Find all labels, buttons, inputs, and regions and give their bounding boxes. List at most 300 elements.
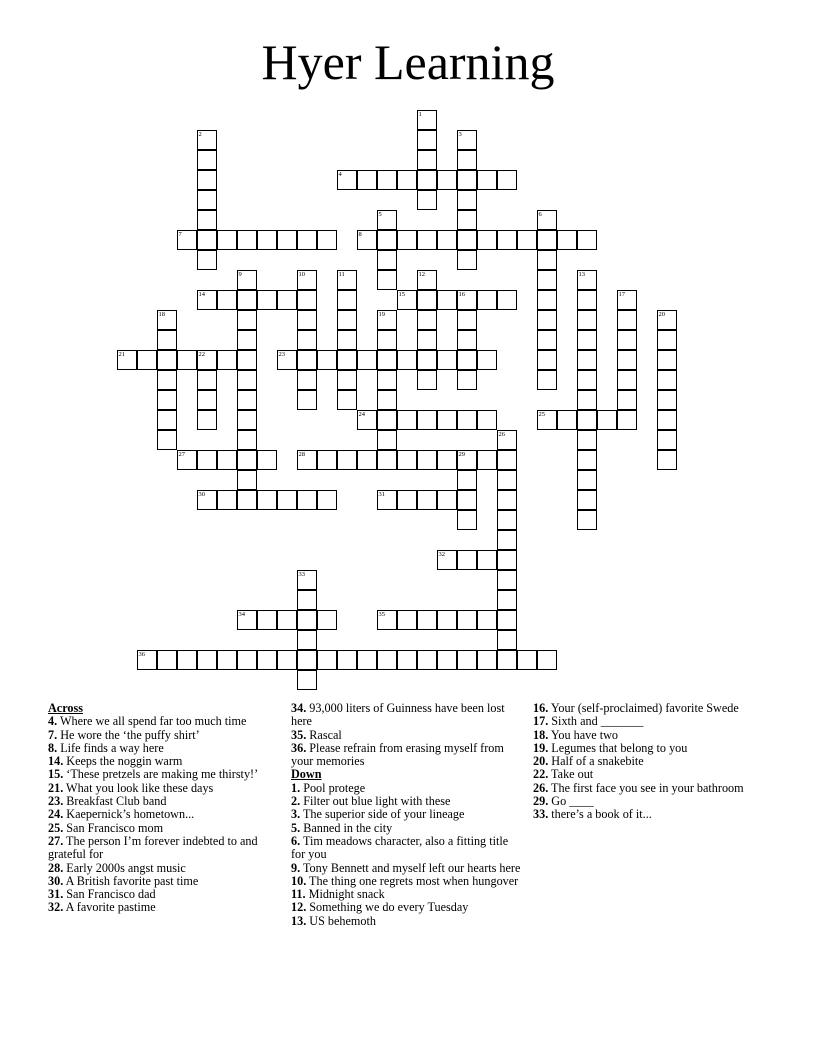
- grid-cell[interactable]: [237, 410, 257, 430]
- clue-number: 17: [618, 290, 625, 298]
- clue-number: 35.: [291, 727, 307, 742]
- grid-cell[interactable]: [217, 450, 237, 470]
- clue-number: 8: [358, 230, 362, 238]
- grid-cell[interactable]: [257, 490, 277, 510]
- clue-number: 20.: [533, 754, 549, 769]
- grid-cell[interactable]: [417, 190, 437, 210]
- grid-cell[interactable]: [577, 310, 597, 330]
- grid-cell[interactable]: [497, 630, 517, 650]
- grid-cell[interactable]: [497, 590, 517, 610]
- grid-cell[interactable]: [537, 230, 557, 250]
- grid-cell[interactable]: [277, 610, 297, 630]
- grid-cell[interactable]: [257, 290, 277, 310]
- grid-cell[interactable]: [297, 630, 317, 650]
- clue-item: [291, 901, 523, 914]
- grid-cell[interactable]: [537, 290, 557, 310]
- grid-cell[interactable]: [237, 610, 257, 630]
- grid-cell[interactable]: [537, 270, 557, 290]
- grid-cell[interactable]: [377, 450, 397, 470]
- clue-number: 13: [578, 270, 585, 278]
- clue-item: [291, 808, 523, 821]
- clue-text: Where we all spend far too much time: [57, 714, 247, 729]
- grid-cell[interactable]: [517, 230, 537, 250]
- grid-cell[interactable]: [297, 310, 317, 330]
- grid-cell[interactable]: [157, 430, 177, 450]
- grid-cell[interactable]: [477, 450, 497, 470]
- grid-cell[interactable]: [317, 650, 337, 670]
- grid-cell[interactable]: [417, 450, 437, 470]
- clue-number: 14.: [48, 754, 64, 769]
- grid-cell[interactable]: [237, 470, 257, 490]
- grid-cell[interactable]: [457, 410, 477, 430]
- grid-cell[interactable]: [457, 130, 477, 150]
- grid-cell[interactable]: [417, 130, 437, 150]
- grid-cell[interactable]: [317, 450, 337, 470]
- grid-cell[interactable]: [437, 410, 457, 430]
- clue-number: 9: [238, 270, 242, 278]
- grid-cell[interactable]: [197, 210, 217, 230]
- grid-cell[interactable]: [477, 230, 497, 250]
- clue-item: [533, 795, 763, 808]
- grid-cell[interactable]: [317, 230, 337, 250]
- grid-cell[interactable]: [337, 350, 357, 370]
- grid-cell[interactable]: [257, 230, 277, 250]
- grid-cell[interactable]: [577, 290, 597, 310]
- grid-cell[interactable]: [477, 410, 497, 430]
- grid-cell[interactable]: [237, 370, 257, 390]
- grid-cell[interactable]: [237, 650, 257, 670]
- grid-cell[interactable]: [497, 470, 517, 490]
- grid-cell[interactable]: [197, 150, 217, 170]
- grid-cell[interactable]: [197, 490, 217, 510]
- grid-cell[interactable]: [377, 390, 397, 410]
- grid-cell[interactable]: [197, 250, 217, 270]
- grid-cell[interactable]: [217, 650, 237, 670]
- grid-cell[interactable]: [457, 250, 477, 270]
- clue-number: 21: [118, 350, 125, 358]
- grid-cell[interactable]: [417, 650, 437, 670]
- grid-cell[interactable]: [357, 410, 377, 430]
- grid-cell[interactable]: [197, 290, 217, 310]
- grid-cell[interactable]: [537, 330, 557, 350]
- grid-cell[interactable]: [457, 650, 477, 670]
- grid-cell[interactable]: [657, 410, 677, 430]
- clue-number: 18.: [533, 727, 549, 742]
- clue-item: [48, 901, 278, 914]
- grid-cell[interactable]: [537, 370, 557, 390]
- grid-cell[interactable]: [437, 450, 457, 470]
- grid-cell[interactable]: [197, 390, 217, 410]
- grid-cell[interactable]: [217, 490, 237, 510]
- grid-cell[interactable]: [377, 170, 397, 190]
- grid-cell[interactable]: [377, 210, 397, 230]
- grid-cell[interactable]: [297, 590, 317, 610]
- grid-cell[interactable]: [337, 310, 357, 330]
- clue-number: 7: [178, 230, 182, 238]
- grid-cell[interactable]: [477, 290, 497, 310]
- grid-cell[interactable]: [377, 650, 397, 670]
- grid-cell[interactable]: [417, 410, 437, 430]
- grid-cell[interactable]: [197, 410, 217, 430]
- grid-cell[interactable]: [357, 650, 377, 670]
- grid-cell[interactable]: [377, 330, 397, 350]
- grid-cell[interactable]: [497, 650, 517, 670]
- grid-cell[interactable]: [497, 290, 517, 310]
- clue-number: 16.: [533, 701, 549, 715]
- grid-cell[interactable]: [157, 410, 177, 430]
- grid-cell[interactable]: [497, 490, 517, 510]
- grid-cell[interactable]: [337, 330, 357, 350]
- grid-cell[interactable]: [297, 390, 317, 410]
- grid-cell[interactable]: [617, 370, 637, 390]
- grid-cell[interactable]: [297, 650, 317, 670]
- clue-number: 20: [658, 310, 665, 318]
- grid-cell[interactable]: [157, 310, 177, 330]
- grid-cell[interactable]: [437, 350, 457, 370]
- grid-cell[interactable]: [417, 270, 437, 290]
- grid-cell[interactable]: [337, 370, 357, 390]
- grid-cell[interactable]: [417, 610, 437, 630]
- grid-cell[interactable]: [617, 290, 637, 310]
- clue-text: He wore the ‘the puffy shirt’: [57, 727, 200, 742]
- grid-cell[interactable]: [357, 170, 377, 190]
- page-title: Hyer Learning: [261, 34, 555, 90]
- grid-cell[interactable]: [457, 510, 477, 530]
- grid-cell[interactable]: [377, 270, 397, 290]
- grid-cell[interactable]: [577, 370, 597, 390]
- grid-cell[interactable]: [297, 330, 317, 350]
- grid-cell[interactable]: [577, 350, 597, 370]
- grid-cell[interactable]: [437, 170, 457, 190]
- grid-cell[interactable]: [237, 450, 257, 470]
- grid-cell[interactable]: [217, 290, 237, 310]
- grid-cell[interactable]: [197, 230, 217, 250]
- grid-cell[interactable]: [137, 650, 157, 670]
- grid-cell[interactable]: [377, 370, 397, 390]
- grid-cell[interactable]: [657, 450, 677, 470]
- grid-cell[interactable]: [297, 230, 317, 250]
- grid-cell[interactable]: [197, 350, 217, 370]
- grid-cell[interactable]: [497, 170, 517, 190]
- grid-cell[interactable]: [477, 650, 497, 670]
- grid-cell[interactable]: [277, 350, 297, 370]
- clue-number: 10: [298, 270, 305, 278]
- clue-number: 33: [298, 570, 305, 578]
- grid-cell[interactable]: [617, 410, 637, 430]
- grid-cell[interactable]: [577, 390, 597, 410]
- grid-cell[interactable]: [337, 390, 357, 410]
- grid-cell[interactable]: [417, 150, 437, 170]
- grid-cell[interactable]: [377, 610, 397, 630]
- grid-cell[interactable]: [377, 310, 397, 330]
- grid-cell[interactable]: [417, 350, 437, 370]
- grid-cell[interactable]: [237, 270, 257, 290]
- grid-cell[interactable]: [577, 270, 597, 290]
- grid-cell[interactable]: [317, 490, 337, 510]
- clue-item: [48, 768, 278, 781]
- grid-cell[interactable]: [337, 170, 357, 190]
- grid-cell[interactable]: [277, 650, 297, 670]
- grid-cell[interactable]: [617, 350, 637, 370]
- grid-cell[interactable]: [177, 230, 197, 250]
- grid-cell[interactable]: [657, 310, 677, 330]
- grid-cell[interactable]: [537, 310, 557, 330]
- grid-cell[interactable]: [437, 290, 457, 310]
- grid-cell[interactable]: [397, 230, 417, 250]
- clue-number: 30.: [48, 873, 64, 888]
- clue-number: 26.: [533, 780, 549, 795]
- grid-cell[interactable]: [617, 330, 637, 350]
- grid-cell[interactable]: [577, 470, 597, 490]
- grid-cell[interactable]: [297, 290, 317, 310]
- grid-cell[interactable]: [377, 230, 397, 250]
- grid-cell[interactable]: [337, 290, 357, 310]
- clue-text: The person I’m forever indebted to and grateful for: [48, 833, 258, 862]
- grid-cell[interactable]: [417, 490, 437, 510]
- grid-cell[interactable]: [657, 330, 677, 350]
- grid-cell[interactable]: [377, 430, 397, 450]
- grid-cell[interactable]: [357, 350, 377, 370]
- grid-cell[interactable]: [337, 450, 357, 470]
- grid-cell[interactable]: [237, 390, 257, 410]
- grid-cell[interactable]: [317, 610, 337, 630]
- clue-number: 36: [138, 650, 145, 658]
- grid-cell[interactable]: [577, 430, 597, 450]
- grid-cell[interactable]: [237, 290, 257, 310]
- grid-cell[interactable]: [537, 250, 557, 270]
- grid-cell[interactable]: [457, 210, 477, 230]
- grid-cell[interactable]: [297, 670, 317, 690]
- grid-cell[interactable]: [257, 650, 277, 670]
- grid-cell[interactable]: [597, 410, 617, 430]
- grid-cell[interactable]: [517, 650, 537, 670]
- grid-cell[interactable]: [297, 490, 317, 510]
- grid-cell[interactable]: [197, 130, 217, 150]
- grid-cell[interactable]: [457, 550, 477, 570]
- clue-number: 21.: [48, 780, 64, 795]
- clue-number: 15: [398, 290, 405, 298]
- grid-cell[interactable]: [457, 150, 477, 170]
- grid-cell[interactable]: [157, 370, 177, 390]
- grid-cell[interactable]: [197, 170, 217, 190]
- clue-number: 27: [178, 450, 185, 458]
- grid-cell[interactable]: [557, 230, 577, 250]
- grid-cell[interactable]: [417, 290, 437, 310]
- clue-text: Take out: [548, 767, 594, 782]
- grid-cell[interactable]: [477, 350, 497, 370]
- grid-cell[interactable]: [417, 170, 437, 190]
- clue-number: 5.: [291, 820, 301, 835]
- grid-cell[interactable]: [537, 350, 557, 370]
- grid-cell[interactable]: [497, 550, 517, 570]
- grid-cell[interactable]: [197, 190, 217, 210]
- grid-cell[interactable]: [397, 410, 417, 430]
- clue-item: [48, 835, 278, 862]
- grid-cell[interactable]: [237, 230, 257, 250]
- grid-cell[interactable]: [537, 210, 557, 230]
- clue-number: 33.: [533, 807, 549, 822]
- grid-cell[interactable]: [177, 650, 197, 670]
- grid-cell[interactable]: [457, 610, 477, 630]
- grid-cell[interactable]: [157, 350, 177, 370]
- grid-cell[interactable]: [397, 290, 417, 310]
- grid-cell[interactable]: [157, 390, 177, 410]
- grid-cell[interactable]: [417, 330, 437, 350]
- clue-text: Kaepernick’s hometown...: [63, 807, 195, 822]
- grid-cell[interactable]: [177, 450, 197, 470]
- grid-cell[interactable]: [417, 230, 437, 250]
- grid-cell[interactable]: [237, 350, 257, 370]
- clue-number: 23: [278, 350, 285, 358]
- grid-cell[interactable]: [377, 250, 397, 270]
- clue-text: Early 2000s angst music: [63, 860, 186, 875]
- grid-cell[interactable]: [557, 410, 577, 430]
- clue-item: [533, 808, 763, 821]
- grid-cell[interactable]: [497, 570, 517, 590]
- grid-cell[interactable]: [417, 310, 437, 330]
- grid-cell[interactable]: [577, 510, 597, 530]
- grid-cell[interactable]: [157, 330, 177, 350]
- grid-cell[interactable]: [277, 490, 297, 510]
- clue-item: [48, 822, 278, 835]
- grid-cell[interactable]: [197, 370, 217, 390]
- grid-cell[interactable]: [577, 490, 597, 510]
- grid-cell[interactable]: [297, 370, 317, 390]
- grid-cell[interactable]: [157, 650, 177, 670]
- grid-cell[interactable]: [297, 570, 317, 590]
- grid-cell[interactable]: [577, 230, 597, 250]
- grid-cell[interactable]: [377, 350, 397, 370]
- grid-cell[interactable]: [257, 450, 277, 470]
- grid-cell[interactable]: [457, 190, 477, 210]
- grid-cell[interactable]: [497, 610, 517, 630]
- clue-number: 35: [378, 610, 385, 618]
- grid-cell[interactable]: [477, 550, 497, 570]
- grid-cell[interactable]: [457, 310, 477, 330]
- grid-cell[interactable]: [577, 410, 597, 430]
- grid-cell[interactable]: [257, 610, 277, 630]
- grid-cell[interactable]: [457, 450, 477, 470]
- grid-cell[interactable]: [657, 350, 677, 370]
- grid-cell[interactable]: [397, 170, 417, 190]
- grid-cell[interactable]: [477, 170, 497, 190]
- clue-item: [48, 795, 278, 808]
- clue-item: [48, 729, 278, 742]
- grid-cell[interactable]: [537, 410, 557, 430]
- clue-number: 28: [298, 450, 305, 458]
- grid-cell[interactable]: [577, 450, 597, 470]
- clue-text: Life finds a way here: [57, 740, 164, 755]
- grid-cell[interactable]: [477, 610, 497, 630]
- grid-cell[interactable]: [297, 270, 317, 290]
- grid-cell[interactable]: [237, 330, 257, 350]
- grid-cell[interactable]: [457, 230, 477, 250]
- grid-cell[interactable]: [617, 390, 637, 410]
- grid-cell[interactable]: [237, 490, 257, 510]
- grid-cell[interactable]: [217, 350, 237, 370]
- grid-cell[interactable]: [237, 310, 257, 330]
- grid-cell[interactable]: [457, 470, 477, 490]
- grid-cell[interactable]: [457, 290, 477, 310]
- grid-cell[interactable]: [657, 390, 677, 410]
- clue-text: US behemoth: [306, 913, 376, 928]
- grid-cell[interactable]: [397, 610, 417, 630]
- clue-text: Filter out blue light with these: [300, 794, 451, 809]
- grid-cell[interactable]: [117, 350, 137, 370]
- grid-cell[interactable]: [377, 410, 397, 430]
- grid-cell[interactable]: [237, 430, 257, 450]
- clue-number: 6.: [291, 833, 301, 848]
- grid-cell[interactable]: [417, 110, 437, 130]
- grid-cell[interactable]: [317, 350, 337, 370]
- clue-number: 32: [438, 550, 445, 558]
- grid-cell[interactable]: [337, 270, 357, 290]
- grid-cell[interactable]: [137, 350, 157, 370]
- clue-number: 32.: [48, 900, 64, 915]
- clue-item: [291, 742, 523, 769]
- grid-cell[interactable]: [277, 230, 297, 250]
- grid-cell[interactable]: [457, 370, 477, 390]
- grid-cell[interactable]: [437, 650, 457, 670]
- clue-item: [48, 888, 278, 901]
- clue-item: [533, 768, 763, 781]
- grid-cell[interactable]: [657, 430, 677, 450]
- clue-text: Please refrain from erasing myself from your memories: [291, 740, 504, 769]
- grid-cell[interactable]: [297, 350, 317, 370]
- grid-cell[interactable]: [297, 610, 317, 630]
- grid-cell[interactable]: [397, 490, 417, 510]
- grid-cell[interactable]: [277, 290, 297, 310]
- grid-cell[interactable]: [397, 350, 417, 370]
- clue-number: 19: [378, 310, 385, 318]
- grid-cell[interactable]: [617, 310, 637, 330]
- grid-cell[interactable]: [497, 510, 517, 530]
- grid-cell[interactable]: [337, 650, 357, 670]
- grid-cell[interactable]: [497, 430, 517, 450]
- grid-cell[interactable]: [397, 650, 417, 670]
- grid-cell[interactable]: [397, 450, 417, 470]
- grid-cell[interactable]: [197, 650, 217, 670]
- clue-item: [533, 715, 763, 728]
- grid-cell[interactable]: [437, 230, 457, 250]
- grid-cell[interactable]: [437, 610, 457, 630]
- grid-cell[interactable]: [577, 330, 597, 350]
- grid-cell[interactable]: [217, 230, 237, 250]
- clue-number: 11.: [291, 887, 306, 902]
- grid-cell[interactable]: [457, 170, 477, 190]
- clue-text: You have two: [548, 727, 618, 742]
- grid-cell[interactable]: [357, 230, 377, 250]
- grid-cell[interactable]: [197, 450, 217, 470]
- clue-number: 28.: [48, 860, 64, 875]
- grid-cell[interactable]: [437, 490, 457, 510]
- grid-cell[interactable]: [497, 230, 517, 250]
- grid-cell[interactable]: [357, 450, 377, 470]
- grid-cell[interactable]: [417, 370, 437, 390]
- grid-cell[interactable]: [457, 330, 477, 350]
- grid-cell[interactable]: [457, 350, 477, 370]
- grid-cell[interactable]: [497, 530, 517, 550]
- grid-cell[interactable]: [657, 370, 677, 390]
- grid-cell[interactable]: [437, 550, 457, 570]
- clue-text: The first face you see in your bathroom: [548, 780, 744, 795]
- grid-cell[interactable]: [297, 450, 317, 470]
- grid-cell[interactable]: [457, 490, 477, 510]
- grid-cell[interactable]: [377, 490, 397, 510]
- grid-cell[interactable]: [537, 650, 557, 670]
- grid-cell[interactable]: [177, 350, 197, 370]
- grid-cell[interactable]: [497, 450, 517, 470]
